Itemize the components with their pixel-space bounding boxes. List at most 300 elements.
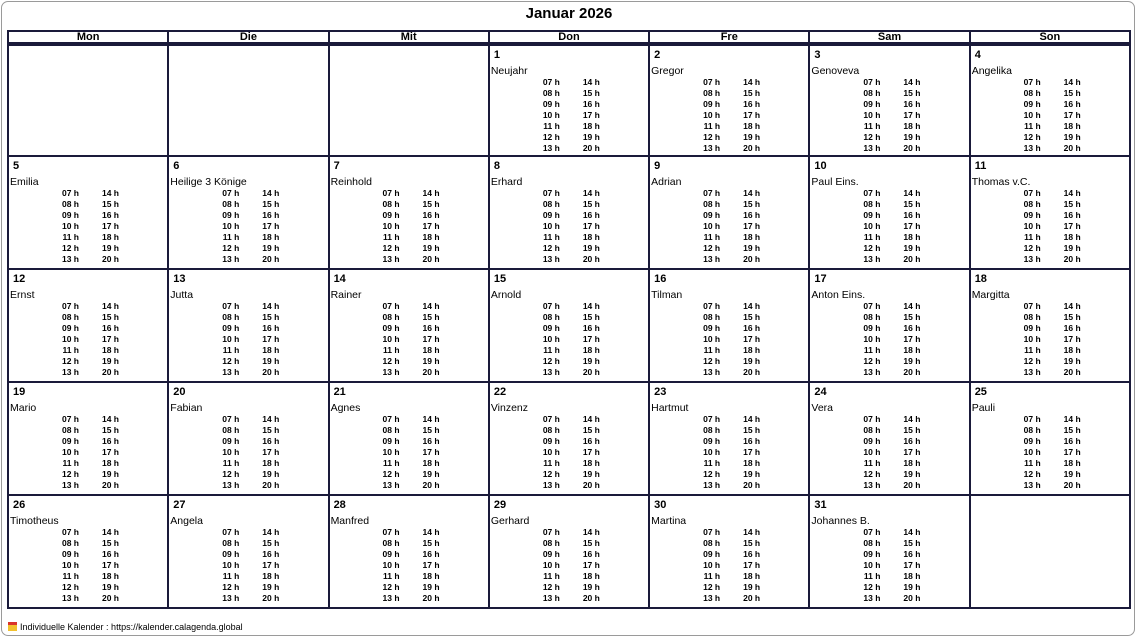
hour-slot[interactable]: 17 h xyxy=(101,221,119,231)
hour-slot[interactable]: 20 h xyxy=(903,254,921,264)
hour-slot[interactable]: 20 h xyxy=(1063,254,1081,264)
hour-slot[interactable]: 17 h xyxy=(743,560,761,570)
hour-slot[interactable]: 13 h xyxy=(542,143,560,153)
hour-slot[interactable]: 12 h xyxy=(61,582,79,592)
hour-slot[interactable]: 17 h xyxy=(101,560,119,570)
hour-slot[interactable]: 19 h xyxy=(903,243,921,253)
hour-slot[interactable]: 13 h xyxy=(61,254,79,264)
hour-slot[interactable]: 19 h xyxy=(101,582,119,592)
hour-slot[interactable]: 10 h xyxy=(222,560,240,570)
hour-slot[interactable]: 16 h xyxy=(743,549,761,559)
hour-slot[interactable]: 17 h xyxy=(582,560,600,570)
hour-slot[interactable]: 12 h xyxy=(222,469,240,479)
hour-slot[interactable]: 07 h xyxy=(222,414,240,424)
hour-slot[interactable]: 18 h xyxy=(582,345,600,355)
hour-slot[interactable]: 07 h xyxy=(1023,414,1041,424)
hour-slot[interactable]: 15 h xyxy=(582,312,600,322)
hour-slot[interactable]: 07 h xyxy=(863,414,881,424)
hour-slot[interactable]: 10 h xyxy=(863,110,881,120)
hour-slot[interactable]: 07 h xyxy=(703,301,721,311)
hour-slot[interactable]: 18 h xyxy=(743,345,761,355)
hour-slot[interactable]: 13 h xyxy=(61,480,79,490)
hour-slot[interactable]: 07 h xyxy=(382,301,400,311)
hour-slot[interactable]: 13 h xyxy=(703,143,721,153)
hour-slot[interactable]: 15 h xyxy=(582,199,600,209)
hour-slot[interactable]: 18 h xyxy=(101,232,119,242)
hour-slot[interactable]: 12 h xyxy=(222,582,240,592)
hour-slot[interactable]: 16 h xyxy=(1063,99,1081,109)
hour-slot[interactable]: 12 h xyxy=(1023,132,1041,142)
hour-slot[interactable]: 18 h xyxy=(903,345,921,355)
hour-slot[interactable]: 15 h xyxy=(1063,88,1081,98)
hour-slot[interactable]: 14 h xyxy=(903,527,921,537)
hour-slot[interactable]: 19 h xyxy=(582,582,600,592)
hour-slot[interactable]: 20 h xyxy=(743,143,761,153)
hour-slot[interactable]: 14 h xyxy=(743,301,761,311)
hour-slot[interactable]: 08 h xyxy=(222,199,240,209)
hour-slot[interactable]: 19 h xyxy=(1063,356,1081,366)
hour-slot[interactable]: 12 h xyxy=(703,356,721,366)
hour-slot[interactable]: 17 h xyxy=(903,221,921,231)
hour-slot[interactable]: 14 h xyxy=(101,301,119,311)
hour-slot[interactable]: 14 h xyxy=(1063,301,1081,311)
hour-slot[interactable]: 16 h xyxy=(903,549,921,559)
hour-slot[interactable]: 19 h xyxy=(743,243,761,253)
hour-slot[interactable]: 07 h xyxy=(61,188,79,198)
hour-slot[interactable]: 10 h xyxy=(863,447,881,457)
hour-slot[interactable]: 11 h xyxy=(383,458,400,468)
hour-slot[interactable]: 17 h xyxy=(1063,221,1081,231)
hour-slot[interactable]: 08 h xyxy=(61,425,79,435)
hour-slot[interactable]: 18 h xyxy=(422,345,440,355)
hour-slot[interactable]: 20 h xyxy=(903,480,921,490)
hour-slot[interactable]: 16 h xyxy=(422,436,440,446)
hour-slot[interactable]: 15 h xyxy=(903,312,921,322)
hour-slot[interactable]: 16 h xyxy=(903,323,921,333)
hour-slot[interactable]: 07 h xyxy=(542,527,560,537)
hour-slot[interactable]: 07 h xyxy=(1023,188,1041,198)
hour-slot[interactable]: 19 h xyxy=(582,132,600,142)
hour-slot[interactable]: 18 h xyxy=(903,232,921,242)
hour-slot[interactable]: 10 h xyxy=(1023,110,1041,120)
hour-slot[interactable]: 13 h xyxy=(703,254,721,264)
hour-slot[interactable]: 08 h xyxy=(863,538,881,548)
hour-slot[interactable]: 13 h xyxy=(222,367,240,377)
hour-slot[interactable]: 20 h xyxy=(903,143,921,153)
hour-slot[interactable]: 20 h xyxy=(582,480,600,490)
hour-slot[interactable]: 09 h xyxy=(222,549,240,559)
hour-slot[interactable]: 08 h xyxy=(863,425,881,435)
hour-slot[interactable]: 09 h xyxy=(382,436,400,446)
hour-slot[interactable]: 12 h xyxy=(542,132,560,142)
hour-slot[interactable]: 08 h xyxy=(382,199,400,209)
hour-slot[interactable]: 14 h xyxy=(903,414,921,424)
hour-slot[interactable]: 11 h xyxy=(62,232,79,242)
hour-slot[interactable]: 16 h xyxy=(903,99,921,109)
hour-slot[interactable]: 12 h xyxy=(382,243,400,253)
hour-slot[interactable]: 18 h xyxy=(582,232,600,242)
hour-slot[interactable]: 07 h xyxy=(703,77,721,87)
hour-slot[interactable]: 09 h xyxy=(863,210,881,220)
hour-slot[interactable]: 17 h xyxy=(422,447,440,457)
hour-slot[interactable]: 17 h xyxy=(422,221,440,231)
hour-slot[interactable]: 09 h xyxy=(1023,323,1041,333)
hour-slot[interactable]: 19 h xyxy=(101,356,119,366)
hour-slot[interactable]: 14 h xyxy=(582,301,600,311)
hour-slot[interactable]: 15 h xyxy=(903,538,921,548)
hour-slot[interactable]: 14 h xyxy=(1063,414,1081,424)
hour-slot[interactable]: 08 h xyxy=(863,88,881,98)
hour-slot[interactable]: 12 h xyxy=(703,243,721,253)
hour-slot[interactable]: 10 h xyxy=(542,334,560,344)
hour-slot[interactable]: 14 h xyxy=(101,527,119,537)
hour-slot[interactable]: 14 h xyxy=(1063,77,1081,87)
hour-slot[interactable]: 19 h xyxy=(582,469,600,479)
hour-slot[interactable]: 14 h xyxy=(582,527,600,537)
hour-slot[interactable]: 12 h xyxy=(382,469,400,479)
hour-slot[interactable]: 16 h xyxy=(101,210,119,220)
hour-slot[interactable]: 14 h xyxy=(582,188,600,198)
hour-slot[interactable]: 18 h xyxy=(101,345,119,355)
hour-slot[interactable]: 07 h xyxy=(542,301,560,311)
hour-slot[interactable]: 15 h xyxy=(743,538,761,548)
hour-slot[interactable]: 13 h xyxy=(1023,367,1041,377)
hour-slot[interactable]: 20 h xyxy=(101,254,119,264)
hour-slot[interactable]: 08 h xyxy=(542,88,560,98)
hour-slot[interactable]: 19 h xyxy=(903,132,921,142)
hour-slot[interactable]: 10 h xyxy=(1023,334,1041,344)
hour-slot[interactable]: 07 h xyxy=(703,527,721,537)
hour-slot[interactable]: 09 h xyxy=(703,549,721,559)
hour-slot[interactable]: 11 h xyxy=(703,121,721,131)
hour-slot[interactable]: 12 h xyxy=(863,582,881,592)
hour-slot[interactable]: 13 h xyxy=(382,480,400,490)
hour-slot[interactable]: 20 h xyxy=(743,480,761,490)
hour-slot[interactable]: 09 h xyxy=(222,323,240,333)
hour-slot[interactable]: 14 h xyxy=(903,188,921,198)
hour-slot[interactable]: 15 h xyxy=(1063,425,1081,435)
hour-slot[interactable]: 11 h xyxy=(1024,121,1041,131)
hour-slot[interactable]: 09 h xyxy=(703,99,721,109)
hour-slot[interactable]: 07 h xyxy=(61,301,79,311)
hour-slot[interactable]: 09 h xyxy=(863,436,881,446)
hour-slot[interactable]: 10 h xyxy=(1023,447,1041,457)
hour-slot[interactable]: 11 h xyxy=(703,571,721,581)
hour-slot[interactable]: 12 h xyxy=(542,469,560,479)
hour-slot[interactable]: 11 h xyxy=(62,571,79,581)
hour-slot[interactable]: 19 h xyxy=(422,582,440,592)
hour-slot[interactable]: 18 h xyxy=(903,571,921,581)
hour-slot[interactable]: 07 h xyxy=(542,188,560,198)
hour-slot[interactable]: 10 h xyxy=(382,447,400,457)
hour-slot[interactable]: 14 h xyxy=(903,301,921,311)
hour-slot[interactable]: 10 h xyxy=(542,447,560,457)
hour-slot[interactable]: 13 h xyxy=(542,593,560,603)
hour-slot[interactable]: 08 h xyxy=(1023,88,1041,98)
hour-slot[interactable]: 13 h xyxy=(542,367,560,377)
hour-slot[interactable]: 16 h xyxy=(743,323,761,333)
hour-slot[interactable]: 17 h xyxy=(743,221,761,231)
hour-slot[interactable]: 14 h xyxy=(743,188,761,198)
hour-slot[interactable]: 15 h xyxy=(743,199,761,209)
hour-slot[interactable]: 09 h xyxy=(542,323,560,333)
hour-slot[interactable]: 14 h xyxy=(743,527,761,537)
hour-slot[interactable]: 11 h xyxy=(543,121,560,131)
hour-slot[interactable]: 11 h xyxy=(543,458,560,468)
hour-slot[interactable]: 11 h xyxy=(703,458,721,468)
hour-slot[interactable]: 18 h xyxy=(903,121,921,131)
hour-slot[interactable]: 16 h xyxy=(262,323,280,333)
hour-slot[interactable]: 13 h xyxy=(703,367,721,377)
hour-slot[interactable]: 16 h xyxy=(903,436,921,446)
hour-slot[interactable]: 14 h xyxy=(903,77,921,87)
hour-slot[interactable]: 09 h xyxy=(1023,99,1041,109)
hour-slot[interactable]: 12 h xyxy=(222,356,240,366)
hour-slot[interactable]: 09 h xyxy=(222,210,240,220)
hour-slot[interactable]: 13 h xyxy=(703,593,721,603)
hour-slot[interactable]: 09 h xyxy=(382,323,400,333)
hour-slot[interactable]: 20 h xyxy=(1063,143,1081,153)
hour-slot[interactable]: 20 h xyxy=(1063,367,1081,377)
hour-slot[interactable]: 19 h xyxy=(262,582,280,592)
hour-slot[interactable]: 15 h xyxy=(101,538,119,548)
hour-slot[interactable]: 17 h xyxy=(1063,334,1081,344)
hour-slot[interactable]: 10 h xyxy=(863,334,881,344)
hour-slot[interactable]: 12 h xyxy=(1023,356,1041,366)
hour-slot[interactable]: 07 h xyxy=(222,188,240,198)
hour-slot[interactable]: 09 h xyxy=(703,323,721,333)
hour-slot[interactable]: 18 h xyxy=(262,458,280,468)
hour-slot[interactable]: 08 h xyxy=(61,199,79,209)
hour-slot[interactable]: 17 h xyxy=(422,560,440,570)
hour-slot[interactable]: 11 h xyxy=(1024,345,1041,355)
hour-slot[interactable]: 15 h xyxy=(582,425,600,435)
hour-slot[interactable]: 11 h xyxy=(543,232,560,242)
hour-slot[interactable]: 15 h xyxy=(903,425,921,435)
hour-slot[interactable]: 13 h xyxy=(222,593,240,603)
hour-slot[interactable]: 10 h xyxy=(703,334,721,344)
hour-slot[interactable]: 14 h xyxy=(743,77,761,87)
hour-slot[interactable]: 20 h xyxy=(743,254,761,264)
hour-slot[interactable]: 19 h xyxy=(262,243,280,253)
hour-slot[interactable]: 12 h xyxy=(703,132,721,142)
hour-slot[interactable]: 11 h xyxy=(1024,232,1041,242)
hour-slot[interactable]: 18 h xyxy=(101,458,119,468)
hour-slot[interactable]: 17 h xyxy=(743,334,761,344)
hour-slot[interactable]: 12 h xyxy=(61,243,79,253)
hour-slot[interactable]: 10 h xyxy=(61,447,79,457)
hour-slot[interactable]: 20 h xyxy=(262,367,280,377)
hour-slot[interactable]: 14 h xyxy=(422,301,440,311)
hour-slot[interactable]: 09 h xyxy=(703,436,721,446)
hour-slot[interactable]: 13 h xyxy=(863,254,881,264)
hour-slot[interactable]: 17 h xyxy=(101,447,119,457)
hour-slot[interactable]: 09 h xyxy=(863,99,881,109)
hour-slot[interactable]: 09 h xyxy=(1023,210,1041,220)
hour-slot[interactable]: 10 h xyxy=(703,110,721,120)
hour-slot[interactable]: 17 h xyxy=(582,334,600,344)
hour-slot[interactable]: 08 h xyxy=(61,312,79,322)
hour-slot[interactable]: 19 h xyxy=(743,356,761,366)
hour-slot[interactable]: 10 h xyxy=(542,560,560,570)
hour-slot[interactable]: 16 h xyxy=(582,210,600,220)
hour-slot[interactable]: 19 h xyxy=(262,469,280,479)
hour-slot[interactable]: 19 h xyxy=(262,356,280,366)
hour-slot[interactable]: 16 h xyxy=(1063,323,1081,333)
hour-slot[interactable]: 07 h xyxy=(703,188,721,198)
hour-slot[interactable]: 10 h xyxy=(863,221,881,231)
hour-slot[interactable]: 12 h xyxy=(863,356,881,366)
hour-slot[interactable]: 16 h xyxy=(101,549,119,559)
hour-slot[interactable]: 13 h xyxy=(222,480,240,490)
hour-slot[interactable]: 15 h xyxy=(262,538,280,548)
hour-slot[interactable]: 08 h xyxy=(61,538,79,548)
hour-slot[interactable]: 20 h xyxy=(582,593,600,603)
hour-slot[interactable]: 11 h xyxy=(383,571,400,581)
hour-slot[interactable]: 11 h xyxy=(62,458,79,468)
hour-slot[interactable]: 11 h xyxy=(863,121,881,131)
hour-slot[interactable]: 12 h xyxy=(863,132,881,142)
hour-slot[interactable]: 18 h xyxy=(743,458,761,468)
hour-slot[interactable]: 20 h xyxy=(422,254,440,264)
hour-slot[interactable]: 20 h xyxy=(101,367,119,377)
hour-slot[interactable]: 16 h xyxy=(101,323,119,333)
hour-slot[interactable]: 10 h xyxy=(382,221,400,231)
hour-slot[interactable]: 12 h xyxy=(61,469,79,479)
hour-slot[interactable]: 15 h xyxy=(1063,312,1081,322)
hour-slot[interactable]: 07 h xyxy=(382,527,400,537)
hour-slot[interactable]: 12 h xyxy=(703,582,721,592)
hour-slot[interactable]: 08 h xyxy=(863,312,881,322)
hour-slot[interactable]: 16 h xyxy=(903,210,921,220)
hour-slot[interactable]: 16 h xyxy=(582,99,600,109)
hour-slot[interactable]: 16 h xyxy=(582,323,600,333)
hour-slot[interactable]: 16 h xyxy=(1063,436,1081,446)
hour-slot[interactable]: 10 h xyxy=(61,334,79,344)
hour-slot[interactable]: 09 h xyxy=(542,99,560,109)
hour-slot[interactable]: 13 h xyxy=(222,254,240,264)
hour-slot[interactable]: 11 h xyxy=(62,345,79,355)
hour-slot[interactable]: 09 h xyxy=(222,436,240,446)
hour-slot[interactable]: 17 h xyxy=(582,110,600,120)
hour-slot[interactable]: 13 h xyxy=(1023,480,1041,490)
hour-slot[interactable]: 13 h xyxy=(382,367,400,377)
hour-slot[interactable]: 15 h xyxy=(903,199,921,209)
hour-slot[interactable]: 20 h xyxy=(743,593,761,603)
hour-slot[interactable]: 16 h xyxy=(582,436,600,446)
hour-slot[interactable]: 15 h xyxy=(101,425,119,435)
hour-slot[interactable]: 15 h xyxy=(262,312,280,322)
hour-slot[interactable]: 13 h xyxy=(61,367,79,377)
hour-slot[interactable]: 16 h xyxy=(582,549,600,559)
hour-slot[interactable]: 08 h xyxy=(542,199,560,209)
hour-slot[interactable]: 08 h xyxy=(222,312,240,322)
hour-slot[interactable]: 07 h xyxy=(863,188,881,198)
hour-slot[interactable]: 14 h xyxy=(101,188,119,198)
hour-slot[interactable]: 17 h xyxy=(1063,447,1081,457)
hour-slot[interactable]: 16 h xyxy=(743,210,761,220)
hour-slot[interactable]: 10 h xyxy=(222,221,240,231)
hour-slot[interactable]: 09 h xyxy=(382,549,400,559)
hour-slot[interactable]: 19 h xyxy=(1063,469,1081,479)
hour-slot[interactable]: 13 h xyxy=(863,480,881,490)
hour-slot[interactable]: 19 h xyxy=(743,469,761,479)
hour-slot[interactable]: 10 h xyxy=(222,334,240,344)
hour-slot[interactable]: 11 h xyxy=(863,232,881,242)
hour-slot[interactable]: 07 h xyxy=(542,414,560,424)
hour-slot[interactable]: 17 h xyxy=(262,447,280,457)
hour-slot[interactable]: 12 h xyxy=(542,356,560,366)
hour-slot[interactable]: 12 h xyxy=(542,243,560,253)
hour-slot[interactable]: 13 h xyxy=(1023,143,1041,153)
hour-slot[interactable]: 14 h xyxy=(1063,188,1081,198)
hour-slot[interactable]: 08 h xyxy=(703,425,721,435)
footer-text[interactable]: Individuelle Kalender : https://kalender.calagenda.global xyxy=(20,622,243,632)
hour-slot[interactable]: 20 h xyxy=(582,254,600,264)
hour-slot[interactable]: 13 h xyxy=(1023,254,1041,264)
hour-slot[interactable]: 07 h xyxy=(222,527,240,537)
hour-slot[interactable]: 12 h xyxy=(1023,469,1041,479)
hour-slot[interactable]: 16 h xyxy=(1063,210,1081,220)
hour-slot[interactable]: 10 h xyxy=(703,560,721,570)
hour-slot[interactable]: 14 h xyxy=(422,414,440,424)
hour-slot[interactable]: 20 h xyxy=(903,593,921,603)
hour-slot[interactable]: 10 h xyxy=(61,560,79,570)
hour-slot[interactable]: 07 h xyxy=(863,77,881,87)
hour-slot[interactable]: 10 h xyxy=(1023,221,1041,231)
hour-slot[interactable]: 19 h xyxy=(582,356,600,366)
hour-slot[interactable]: 12 h xyxy=(542,582,560,592)
hour-slot[interactable]: 09 h xyxy=(61,436,79,446)
hour-slot[interactable]: 08 h xyxy=(382,425,400,435)
hour-slot[interactable]: 17 h xyxy=(743,110,761,120)
hour-slot[interactable]: 13 h xyxy=(863,593,881,603)
hour-slot[interactable]: 07 h xyxy=(61,527,79,537)
hour-slot[interactable]: 19 h xyxy=(743,582,761,592)
hour-slot[interactable]: 14 h xyxy=(101,414,119,424)
hour-slot[interactable]: 12 h xyxy=(863,469,881,479)
hour-slot[interactable]: 15 h xyxy=(582,88,600,98)
hour-slot[interactable]: 17 h xyxy=(903,334,921,344)
hour-slot[interactable]: 15 h xyxy=(422,199,440,209)
hour-slot[interactable]: 10 h xyxy=(382,560,400,570)
hour-slot[interactable]: 16 h xyxy=(422,323,440,333)
hour-slot[interactable]: 13 h xyxy=(863,367,881,377)
hour-slot[interactable]: 16 h xyxy=(743,436,761,446)
hour-slot[interactable]: 17 h xyxy=(903,110,921,120)
hour-slot[interactable]: 10 h xyxy=(61,221,79,231)
hour-slot[interactable]: 13 h xyxy=(61,593,79,603)
hour-slot[interactable]: 13 h xyxy=(542,254,560,264)
hour-slot[interactable]: 18 h xyxy=(743,121,761,131)
hour-slot[interactable]: 12 h xyxy=(382,582,400,592)
hour-slot[interactable]: 18 h xyxy=(1063,345,1081,355)
hour-slot[interactable]: 11 h xyxy=(222,232,240,242)
hour-slot[interactable]: 07 h xyxy=(863,527,881,537)
hour-slot[interactable]: 07 h xyxy=(863,301,881,311)
hour-slot[interactable]: 07 h xyxy=(382,188,400,198)
hour-slot[interactable]: 19 h xyxy=(422,356,440,366)
hour-slot[interactable]: 18 h xyxy=(582,458,600,468)
hour-slot[interactable]: 18 h xyxy=(903,458,921,468)
hour-slot[interactable]: 17 h xyxy=(903,560,921,570)
hour-slot[interactable]: 18 h xyxy=(262,232,280,242)
hour-slot[interactable]: 16 h xyxy=(422,549,440,559)
hour-slot[interactable]: 15 h xyxy=(743,425,761,435)
hour-slot[interactable]: 18 h xyxy=(743,571,761,581)
hour-slot[interactable]: 07 h xyxy=(542,77,560,87)
hour-slot[interactable]: 12 h xyxy=(382,356,400,366)
